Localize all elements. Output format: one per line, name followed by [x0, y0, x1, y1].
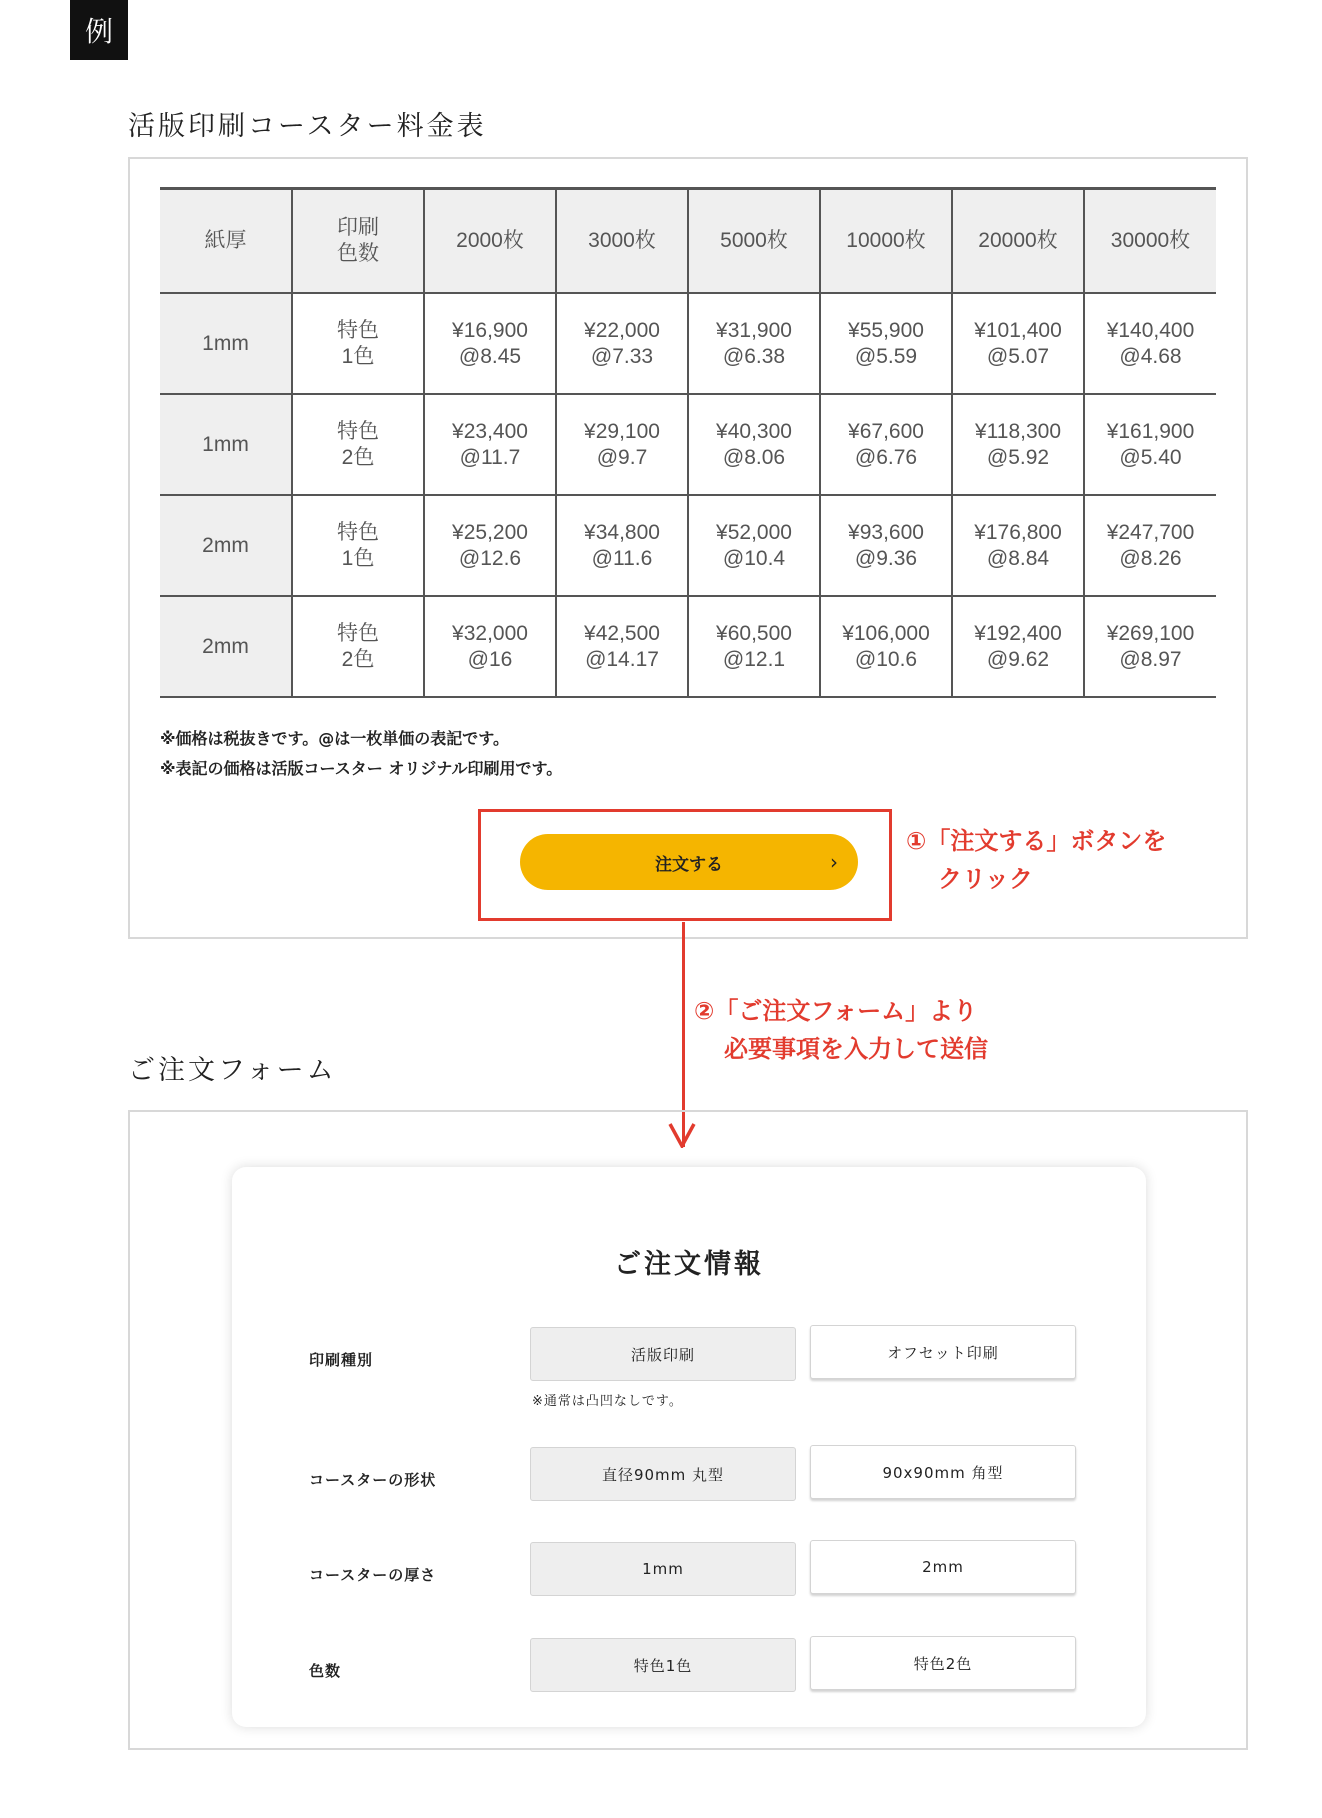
price-cell-text: ¥31,900 @6.38: [716, 318, 792, 368]
option-1mm[interactable]: 1mm: [530, 1542, 796, 1596]
order-card-title: ご注文情報: [614, 1249, 764, 1280]
option-2-color[interactable]: 特色2色: [810, 1636, 1076, 1690]
price-cell: [688, 293, 820, 394]
thickness-cell: [160, 596, 292, 697]
header-text: 30000枚: [1110, 229, 1191, 252]
price-cell: [952, 596, 1084, 697]
price-cell-text: ¥16,900 @8.45: [452, 318, 528, 368]
price-cell-text: ¥176,800 @8.84: [974, 520, 1062, 570]
step2-callout: [694, 992, 988, 1068]
price-cell: [820, 293, 952, 394]
colors-cell-text: 特色 1色: [337, 520, 379, 570]
price-cell: [424, 394, 556, 495]
price-cell: [1084, 495, 1216, 596]
thickness-cell: [160, 495, 292, 596]
header-text: 20000枚: [978, 229, 1058, 252]
colors-label: 色数: [309, 1662, 342, 1680]
order-form-frame: [128, 1110, 1248, 1750]
table-row: [160, 495, 1216, 596]
option-offset[interactable]: オフセット印刷: [810, 1325, 1076, 1379]
option-2mm[interactable]: 2mm: [810, 1540, 1076, 1594]
header-text: 2000枚: [456, 229, 524, 252]
price-cell: [424, 495, 556, 596]
price-cell-text: ¥29,100 @9.7: [584, 419, 660, 469]
header-text: 10000枚: [846, 229, 926, 252]
colors-cell: [292, 293, 424, 394]
price-cell-text: ¥140,400 @4.68: [1106, 318, 1195, 368]
table-row: [160, 293, 1216, 394]
price-cell-text: ¥192,400 @9.62: [974, 621, 1062, 671]
step2-line1: ②「ご注文フォーム」より: [694, 997, 978, 1025]
header-cell: [160, 189, 292, 294]
thickness-cell-text: 2mm: [202, 533, 249, 557]
price-cell-text: ¥34,800 @11.6: [584, 520, 660, 570]
price-cell: [1084, 394, 1216, 495]
price-cell-text: ¥269,100 @8.97: [1106, 621, 1195, 671]
price-cell: [1084, 596, 1216, 697]
order-form-title: ご注文フォーム: [128, 1055, 337, 1086]
price-cell: [688, 596, 820, 697]
price-cell: [952, 293, 1084, 394]
price-cell-text: ¥60,500 @12.1: [716, 621, 792, 671]
price-cell: [688, 394, 820, 495]
price-cell-text: ¥247,700 @8.26: [1106, 520, 1195, 570]
colors-cell: [292, 394, 424, 495]
colors-cell-text: 特色 1色: [337, 318, 379, 368]
price-cell-text: ¥161,900 @5.40: [1106, 419, 1195, 469]
table-header-row: [160, 189, 1216, 294]
step1-line1: ①「注文する」ボタンを: [906, 827, 1167, 855]
price-cell-text: ¥25,200 @12.6: [452, 520, 528, 570]
header-text: 紙厚: [204, 229, 247, 252]
header-cell: [688, 189, 820, 294]
header-cell: [1084, 189, 1216, 294]
header-text: 3000枚: [588, 229, 656, 252]
header-cell: [952, 189, 1084, 294]
header-cell: [292, 189, 424, 294]
shape-label: コースターの形状: [309, 1471, 437, 1489]
price-cell: [1084, 293, 1216, 394]
price-cell: [952, 394, 1084, 495]
price-cell: [820, 394, 952, 495]
header-text: 5000枚: [720, 229, 788, 252]
print-type-hint: ※通常は凸凹なしです。: [532, 1394, 683, 1409]
thickness-cell: [160, 293, 292, 394]
price-cell-text: ¥52,000 @10.4: [716, 520, 792, 570]
header-cell: [424, 189, 556, 294]
price-cell: [556, 596, 688, 697]
price-cell-text: ¥55,900 @5.59: [848, 318, 924, 368]
price-cell-text: ¥93,600 @9.36: [848, 520, 924, 570]
chevron-right-icon: ›: [830, 850, 838, 874]
step1-callout: [906, 822, 1166, 898]
price-cell-text: ¥118,300 @5.92: [974, 419, 1062, 469]
colors-cell-text: 特色 2色: [337, 621, 379, 671]
price-cell: [556, 293, 688, 394]
price-cell-text: ¥40,300 @8.06: [716, 419, 792, 469]
price-cell-text: ¥106,000 @10.6: [842, 621, 930, 671]
thickness-label: コースターの厚さ: [309, 1566, 437, 1584]
option-square[interactable]: 90x90mm 角型: [810, 1445, 1076, 1499]
colors-cell: [292, 495, 424, 596]
price-cell: [820, 596, 952, 697]
price-cell-text: ¥22,000 @7.33: [584, 318, 660, 368]
price-cell: [688, 495, 820, 596]
step2-line2: 必要事項を入力して送信: [724, 1035, 988, 1063]
price-table: [160, 187, 1216, 698]
price-cell-text: ¥23,400 @11.7: [452, 419, 528, 469]
header-cell: [556, 189, 688, 294]
note-line: ※表記の価格は活版コースター オリジナル印刷用です。: [160, 759, 563, 778]
price-cell: [424, 293, 556, 394]
price-cell-text: ¥67,600 @6.76: [848, 419, 924, 469]
price-cell: [952, 495, 1084, 596]
step1-line2: クリック: [938, 865, 1034, 893]
table-row: [160, 596, 1216, 697]
header-text: 印刷 色数: [337, 216, 379, 265]
thickness-cell-text: 2mm: [202, 634, 249, 658]
price-cell: [556, 394, 688, 495]
example-tag: 例: [70, 0, 128, 60]
price-notes: [160, 724, 562, 784]
price-cell-text: ¥101,400 @5.07: [974, 318, 1062, 368]
order-button-label: 注文する: [655, 854, 723, 875]
header-cell: [820, 189, 952, 294]
option-round[interactable]: 直径90mm 丸型: [530, 1447, 796, 1501]
order-card: [232, 1167, 1146, 1727]
colors-cell-text: 特色 2色: [337, 419, 379, 469]
print-type-label: 印刷種別: [309, 1351, 374, 1369]
price-cell: [556, 495, 688, 596]
note-line: ※価格は税抜きです。@は一枚単価の表記です。: [160, 729, 509, 748]
price-cell-text: ¥42,500 @14.17: [584, 621, 660, 671]
table-row: [160, 394, 1216, 495]
thickness-cell-text: 1mm: [202, 331, 249, 355]
option-letterpress[interactable]: 活版印刷: [530, 1327, 796, 1381]
price-cell: [424, 596, 556, 697]
price-cell: [820, 495, 952, 596]
price-cell-text: ¥32,000 @16: [452, 621, 528, 671]
price-table-title: 活版印刷コースター料金表: [128, 111, 487, 142]
thickness-cell: [160, 394, 292, 495]
thickness-cell-text: 1mm: [202, 432, 249, 456]
option-1-color[interactable]: 特色1色: [530, 1638, 796, 1692]
order-button[interactable]: [520, 834, 858, 890]
colors-cell: [292, 596, 424, 697]
